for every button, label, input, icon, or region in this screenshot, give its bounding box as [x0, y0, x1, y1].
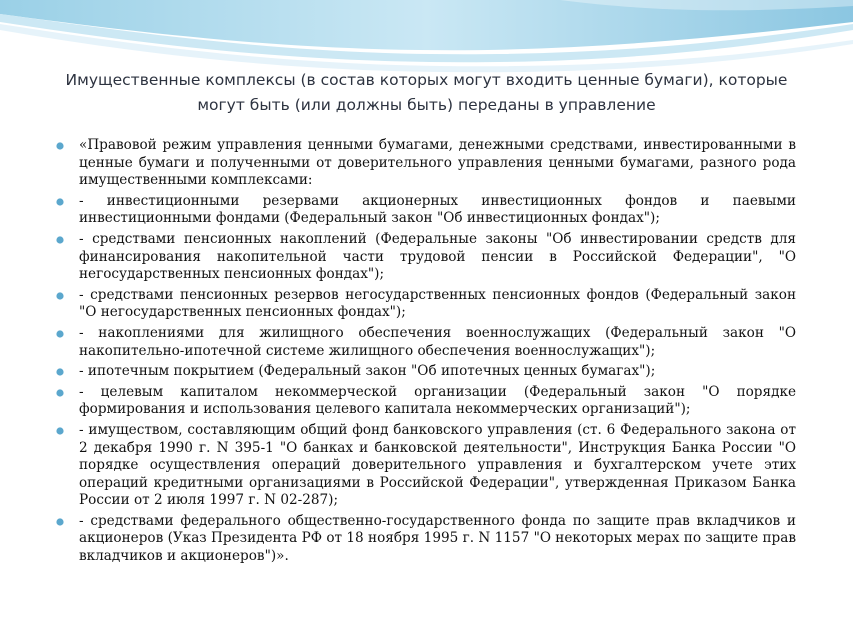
bullet-text: - средствами пенсионных резервов негосударственных пенсионных фондов (Федеральный закон "О негосударственных пенсионных фондах");: [79, 286, 796, 321]
bullet-text: - средствами пенсионных накоплений (Федеральные законы "Об инвестировании средств для финансирования накопительной части трудовой пенсии в Российской Федерации", "О негосударственных пенсионных фондах");: [79, 230, 796, 283]
slide-title-line-1: Имущественные комплексы (в состав которых могут входить ценные бумаги), которые: [65, 71, 788, 89]
bullet-text: - средствами федерального общественно-государственного фонда по защите прав вкладчиков и акционеров (Указ Президента РФ от 18 ноября 1995 г. N 1157 "О некоторых мерах по защите прав вкладчиков и акционеров")».: [79, 512, 796, 565]
circle-bullet-icon: [56, 427, 64, 435]
bullet-text: - инвестиционными резервами акционерных инвестиционных фондов и паевыми инвестиционными фондами (Федеральный закон "Об инвестиционных фондах");: [79, 192, 796, 227]
circle-bullet-icon: [56, 389, 64, 397]
circle-bullet-icon: [56, 236, 64, 244]
slide-title-line-2: могут быть (или должны быть) переданы в управление: [197, 96, 656, 114]
circle-bullet-icon: [56, 292, 64, 300]
circle-bullet-icon: [56, 518, 64, 526]
bullet-list: [56, 137, 796, 569]
bullet-item: [56, 513, 796, 566]
bullet-item: [56, 137, 796, 190]
bullet-text: - ипотечным покрытием (Федеральный закон "Об ипотечных ценных бумагах");: [79, 363, 656, 380]
bullet-item: [56, 384, 796, 419]
bullet-item: [56, 287, 796, 322]
bullet-item: [56, 325, 796, 360]
bullet-text: - целевым капиталом некоммерческой организации (Федеральный закон "О порядке формирования и использования целевого капитала некоммерческих организаций");: [79, 383, 796, 418]
bullet-text: - имуществом, составляющим общий фонд банковского управления (ст. 6 Федерального закона от 2 декабря 1990 г. N 395-1 "О банках и банковской деятельности", Инструкция Банка России "О порядке осуществления операций доверительного управления и бухгалтерском учете этих операций кредитными организациями в Российской Федерации", утвержденная Приказом Банка России от 2 июля 1997 г. N 02-287);: [79, 421, 796, 509]
circle-bullet-icon: [56, 142, 64, 150]
slide-title: [30, 68, 823, 118]
circle-bullet-icon: [56, 368, 64, 376]
bullet-item: [56, 363, 796, 381]
circle-bullet-icon: [56, 198, 64, 206]
bullet-text: «Правовой режим управления ценными бумагами, денежными средствами, инвестированными в ценные бумаги и полученными от доверительного управления ценными бумагами, разного рода имущественными комплексами:: [79, 137, 796, 189]
circle-bullet-icon: [56, 330, 64, 338]
bullet-item: [56, 422, 796, 510]
bullet-item: [56, 231, 796, 284]
bullet-item: [56, 193, 796, 228]
bullet-text: - накоплениями для жилищного обеспечения военнослужащих (Федеральный закон "О накопительно-ипотечной системе жилищного обеспечения военнослужащих");: [79, 324, 796, 359]
